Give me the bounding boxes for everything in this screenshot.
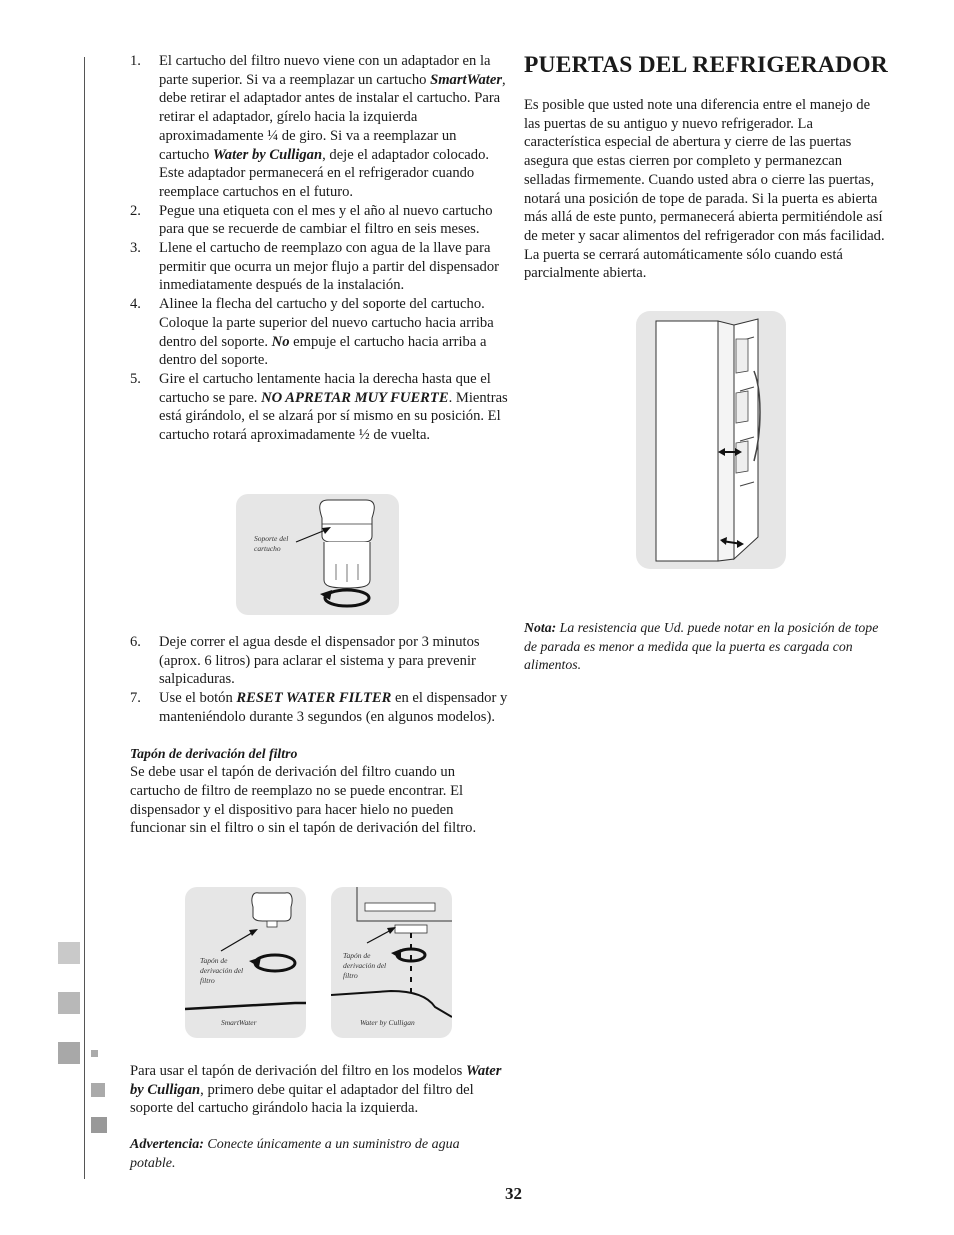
warning-text — [130, 1136, 508, 1173]
text-run: empuje el cartucho hacia arriba a dentro del soporte. — [159, 333, 487, 369]
text-run: RESET WATER FILTER — [236, 690, 392, 707]
step-number: 4. — [130, 296, 141, 313]
right-column — [524, 52, 888, 283]
side-tab-marker — [58, 942, 80, 964]
left-column-cont — [130, 633, 508, 838]
warning-label: Advertencia: — [130, 1137, 204, 1153]
text-run: Deje correr el agua desde el dispensador por 3 minutos (aprox. 6 litros) para aclarar el sistema y para prevenir salpicaduras. — [159, 634, 480, 688]
step-number: 5. — [130, 370, 141, 387]
step-text — [159, 633, 508, 689]
step-item — [130, 52, 508, 202]
bypass-heading: Tapón de derivación del filtro — [130, 745, 298, 761]
step-item — [130, 202, 508, 239]
bypass-usage-text — [130, 1062, 508, 1118]
culligan-bypass-label: Tapón de derivación del filtro — [343, 951, 387, 980]
text-run: Para usar el tapón de derivación del filtro en los modelos — [130, 1063, 466, 1079]
cartridge-figure — [236, 494, 399, 615]
doors-intro-text: Es posible que usted note una diferencia entre el manejo de las puertas de su antiguo y nuevo refrigerador. La característica especial de abertura y cierre de las puertas asegura que estas cierren por completo y permanezcan selladas firmemente. Cuando usted abra o cierre las puertas, notará una posición de tope de parada. Si la puerta es abierta más allá de este punto, permanecerá abierta permitiéndole así de meter y sacar alimentos del refrigerador con más facilidad. La puerta se cerrará automáticamente sólo cuando está parcialmente abierta. — [524, 97, 885, 282]
culligan-caption: Water by Culligan — [360, 1018, 415, 1027]
side-tab-marker — [58, 992, 80, 1014]
step-number: 2. — [130, 202, 141, 219]
page-number: 32 — [505, 1184, 522, 1203]
step-text — [159, 239, 508, 295]
refrigerator-door-illustration — [636, 311, 786, 569]
text-run: Gire el cartucho lentamente hacia la derecha hasta que el cartucho se pare. — [159, 370, 491, 406]
step-text — [159, 202, 508, 239]
smartwater-figure — [185, 887, 306, 1038]
step-text — [159, 689, 508, 726]
text-run: El cartucho del filtro nuevo viene con un adaptador en la parte superior. Si va a reemplazar un cartucho — [159, 53, 491, 88]
text-run: Water by Culligan — [212, 146, 323, 163]
warning-body: Conecte únicamente a un suministro de agua potable. — [130, 1137, 460, 1171]
step-text — [159, 370, 508, 445]
step-text — [159, 52, 508, 202]
note-block — [524, 619, 888, 675]
left-column — [130, 52, 508, 445]
side-dot-marker — [91, 1050, 98, 1057]
text-run: , primero debe quitar el adaptador del filtro del soporte del cartucho girándolo hacia la izquierda. — [130, 1081, 474, 1117]
side-tab-marker — [58, 1042, 80, 1064]
step-number: 7. — [130, 690, 141, 707]
culligan-figure — [331, 887, 452, 1038]
text-run: , debe retirar el adaptador antes de instalar el cartucho. Para retirar el adaptador, gírelo hacia la izquierda aproximadamente ¼ de giro. Si va a reemplazar un cartucho — [159, 71, 506, 163]
text-run: No — [271, 333, 290, 350]
step-number: 3. — [130, 240, 141, 257]
cartridge-holder-illustration — [236, 494, 399, 615]
text-run: Water by Culligan — [130, 1063, 502, 1098]
text-run: . Mientras está girándolo, el se alzará por sí mismo en su posición. El cartucho rotará aproximadamente ½ de vuelta. — [159, 389, 508, 444]
text-run: Alinee la flecha del cartucho y del soporte del cartucho. Coloque la parte superior del nuevo cartucho hacia arriba dentro del soporte. — [159, 296, 494, 350]
step-item — [130, 239, 508, 295]
note-text — [524, 619, 888, 675]
smartwater-bypass-label: Tapón de derivación del filtro — [200, 956, 244, 985]
bypass-text: Se debe usar el tapón de derivación del filtro cuando un cartucho de filtro de reemplazo no se puede encontrar. El dispensador y el dispositivo para hacer hielo no pueden funcionar sin el filtro o sin el tapón de derivación del filtro. — [130, 764, 477, 837]
text-run: SmartWater — [430, 71, 502, 88]
text-run: Pegue una etiqueta con el mes y el año al nuevo cartucho para que se recuerde de cambiar el filtro en seis meses. — [159, 202, 493, 238]
step-item — [130, 295, 508, 370]
text-run: Llene el cartucho de reemplazo con agua de la llave para permitir que ocurra un mejor flujo a partir del dispensador inmediatamente después de la instalación. — [159, 240, 500, 294]
left-column-bottom — [130, 1062, 508, 1174]
step-text — [159, 295, 508, 370]
step-item — [130, 689, 508, 726]
text-run: NO APRETAR MUY FUERTE — [261, 389, 449, 406]
side-dot-marker — [91, 1117, 107, 1133]
text-run: , deje el adaptador colocado. Este adaptador permanecerá en el refrigerador cuando reemplace cartuchos en el futuro. — [159, 146, 490, 200]
step-item — [130, 633, 508, 689]
step-number: 1. — [130, 53, 141, 69]
text-run: Use el botón — [159, 690, 237, 707]
cartridge-holder-label: Soporte del cartucho — [254, 534, 289, 553]
refrigerator-door-figure — [636, 311, 786, 569]
step-item — [130, 370, 508, 445]
text-run: en el dispensador y manteniéndolo durante 3 segundos (en algunos modelos). — [159, 690, 508, 725]
margin-rule — [84, 57, 85, 1179]
section-title: PUERTAS DEL REFRIGERADOR — [524, 52, 888, 78]
installation-steps-cont — [130, 633, 508, 727]
installation-steps — [130, 52, 508, 445]
note-label: Nota: — [524, 620, 557, 635]
side-dot-marker — [91, 1083, 105, 1097]
note-body: La resistencia que Ud. puede notar en la posición de tope de parada es menor a medida que la puerta es cargada con alimentos. — [524, 620, 879, 673]
step-number: 6. — [130, 634, 141, 650]
smartwater-caption: SmartWater — [221, 1018, 257, 1027]
